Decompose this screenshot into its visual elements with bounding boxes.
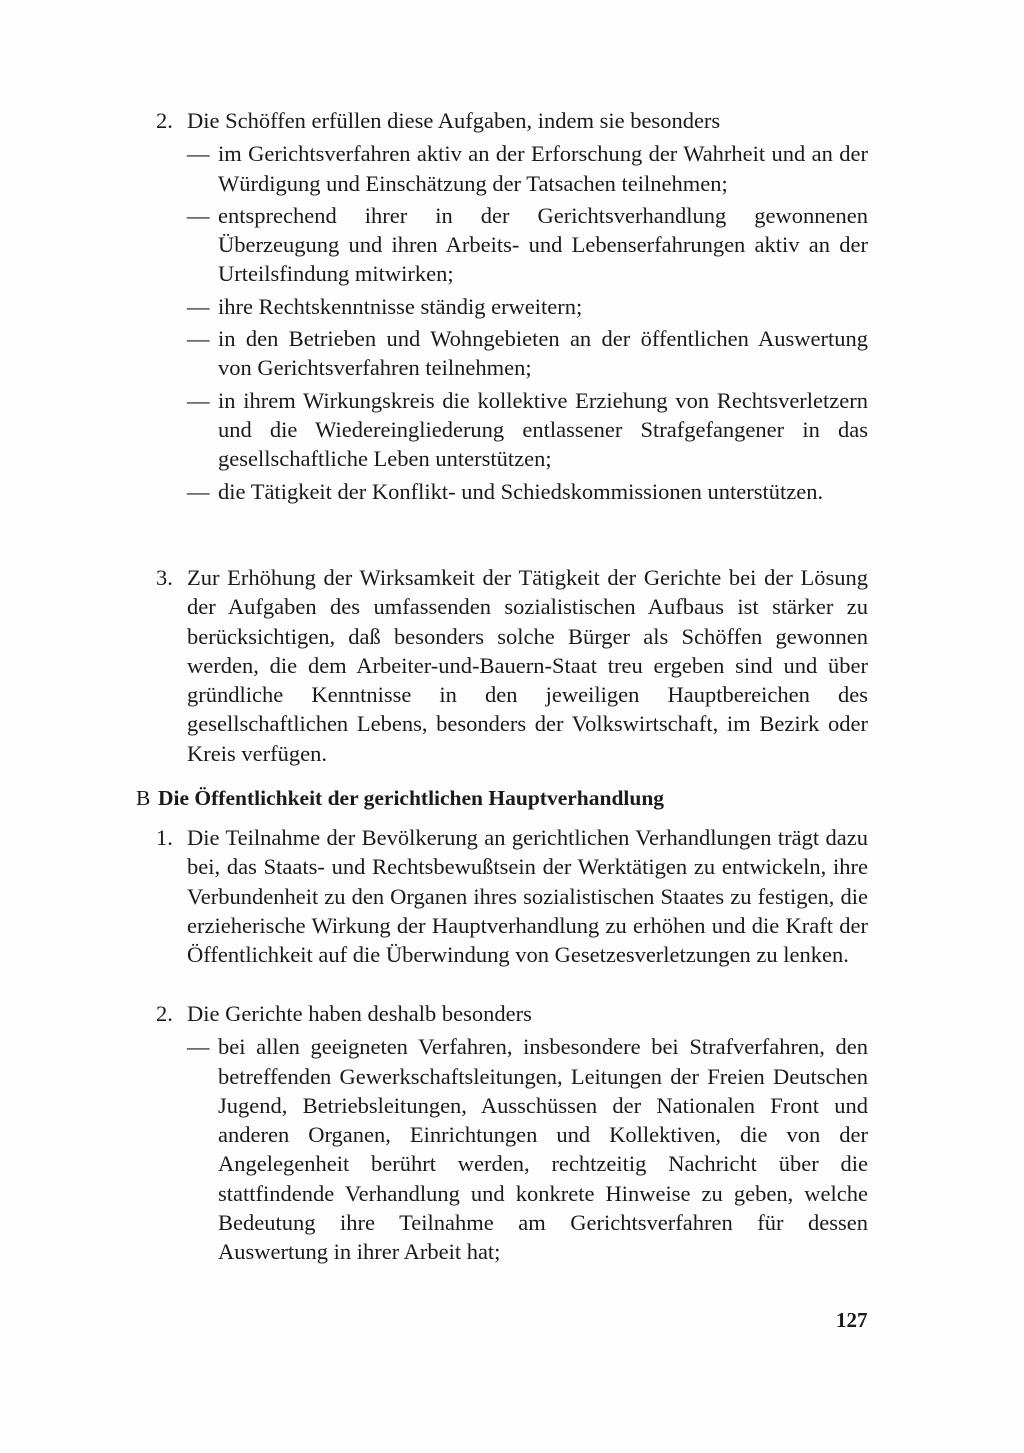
list-item-text: bei allen geeigneten Verfahren, insbesondere bei Strafverfahren, den betreffenden Gewerkschaftsleitungen, Leitungen der Freien Deutschen Jugend, Betriebsleitungen, Ausschüssen der Nationalen Front und anderen Organen, Einrichtungen und Kollektiven, die von der Angelegenheit berührt werden, rechtzeitig Nachricht über die stattfindende Verhandlung und konkrete Hinweise zu geben, welche Bedeutung ihre Teilnahme am Gerichtsverfahren für dessen Auswertung in ihrer Arbeit hat;	[218, 1034, 868, 1265]
item-text: Zur Erhöhung der Wirksamkeit der Tätigkeit der Gerichte bei der Lösung der Aufgaben des umfassenden sozialistischen Aufbaus ist stärker zu berücksichtigen, daß besonders solche Bürger als Schöffen gewonnen werden, die dem Arbeiter-und-Bauern-Staat treu ergeben sind und über gründliche Kenntnisse in den jeweiligen Hauptbereichen des gesellschaftlichen Lebens, besonders der Volkswirtschaft, im Bezirk oder Kreis verfügen.	[187, 565, 868, 766]
dash-marker: —	[187, 478, 210, 504]
item-intro: Die Schöffen erfüllen diese Aufgaben, indem sie besonders	[187, 108, 721, 133]
section-title: Die Öffentlichkeit der gerichtlichen Hauptverhandlung	[158, 786, 665, 810]
numbered-paragraph	[156, 106, 868, 135]
section-a-item-2	[156, 106, 868, 506]
section-heading	[136, 784, 664, 813]
item-text: Die Teilnahme der Bevölkerung an gerichtlichen Verhandlungen trägt dazu bei, das Staats- und Rechtsbewußtsein der Werktätigen zu entwickeln, ihre Verbundenheit zu den Organen ihres sozialistischen Staates zu festigen, die erzieherische Wirkung der Hauptverhandlung zu erhöhen und die Kraft der Öffentlichkeit auf die Überwindung von Gesetzesverletzungen zu lenken.	[187, 825, 868, 968]
list-item-text: ihre Rechtskenntnisse ständig erweitern;	[218, 293, 583, 319]
list-item-text: in den Betrieben und Wohngebieten an der öffentlichen Auswertung von Gerichtsverfahren teilnehmen;	[218, 326, 868, 381]
list-item	[187, 292, 868, 321]
numbered-paragraph	[156, 563, 868, 768]
dash-marker: —	[187, 202, 210, 228]
numbered-paragraph	[156, 823, 868, 969]
list-item-text: entsprechend ihrer in der Gerichtsverhandlung gewonnenen Überzeugung und ihren Arbeits- und Lebenserfahrungen aktiv an der Urteilsfindung mitwirken;	[218, 202, 868, 287]
page-number: 127	[836, 1308, 868, 1332]
item-number: 1.	[156, 825, 173, 850]
list-item	[187, 1032, 868, 1266]
item-number: 2.	[156, 1001, 173, 1026]
dash-marker: —	[187, 1034, 210, 1060]
list-item-text: die Tätigkeit der Konflikt- und Schiedskommissionen unterstützen.	[218, 478, 824, 504]
dash-marker: —	[187, 326, 210, 352]
dash-marker: —	[187, 293, 210, 319]
list-item-text: im Gerichtsverfahren aktiv an der Erforschung der Wahrheit und an der Würdigung und Einschätzung der Tatsachen teilnehmen;	[218, 141, 868, 196]
item-intro: Die Gerichte haben deshalb besonders	[187, 1001, 532, 1026]
list-item-text: in ihrem Wirkungskreis die kollektive Erziehung von Rechtsverletzern und die Wiedereingliederung entlassener Strafgefangener in das gesellschaftliche Leben unterstützen;	[218, 387, 868, 472]
item-number: 2.	[156, 108, 173, 133]
list-item	[187, 477, 868, 506]
dash-marker: —	[187, 141, 210, 167]
section-b-item-1	[156, 823, 868, 969]
section-a-item-3	[156, 563, 868, 768]
list-item	[187, 139, 868, 198]
section-b-item-2	[156, 999, 868, 1267]
list-item	[187, 324, 868, 383]
section-letter: B	[136, 786, 151, 810]
list-item	[187, 386, 868, 474]
numbered-paragraph	[156, 999, 868, 1028]
list-item	[187, 201, 868, 289]
item-number: 3.	[156, 565, 173, 590]
dash-marker: —	[187, 387, 210, 413]
